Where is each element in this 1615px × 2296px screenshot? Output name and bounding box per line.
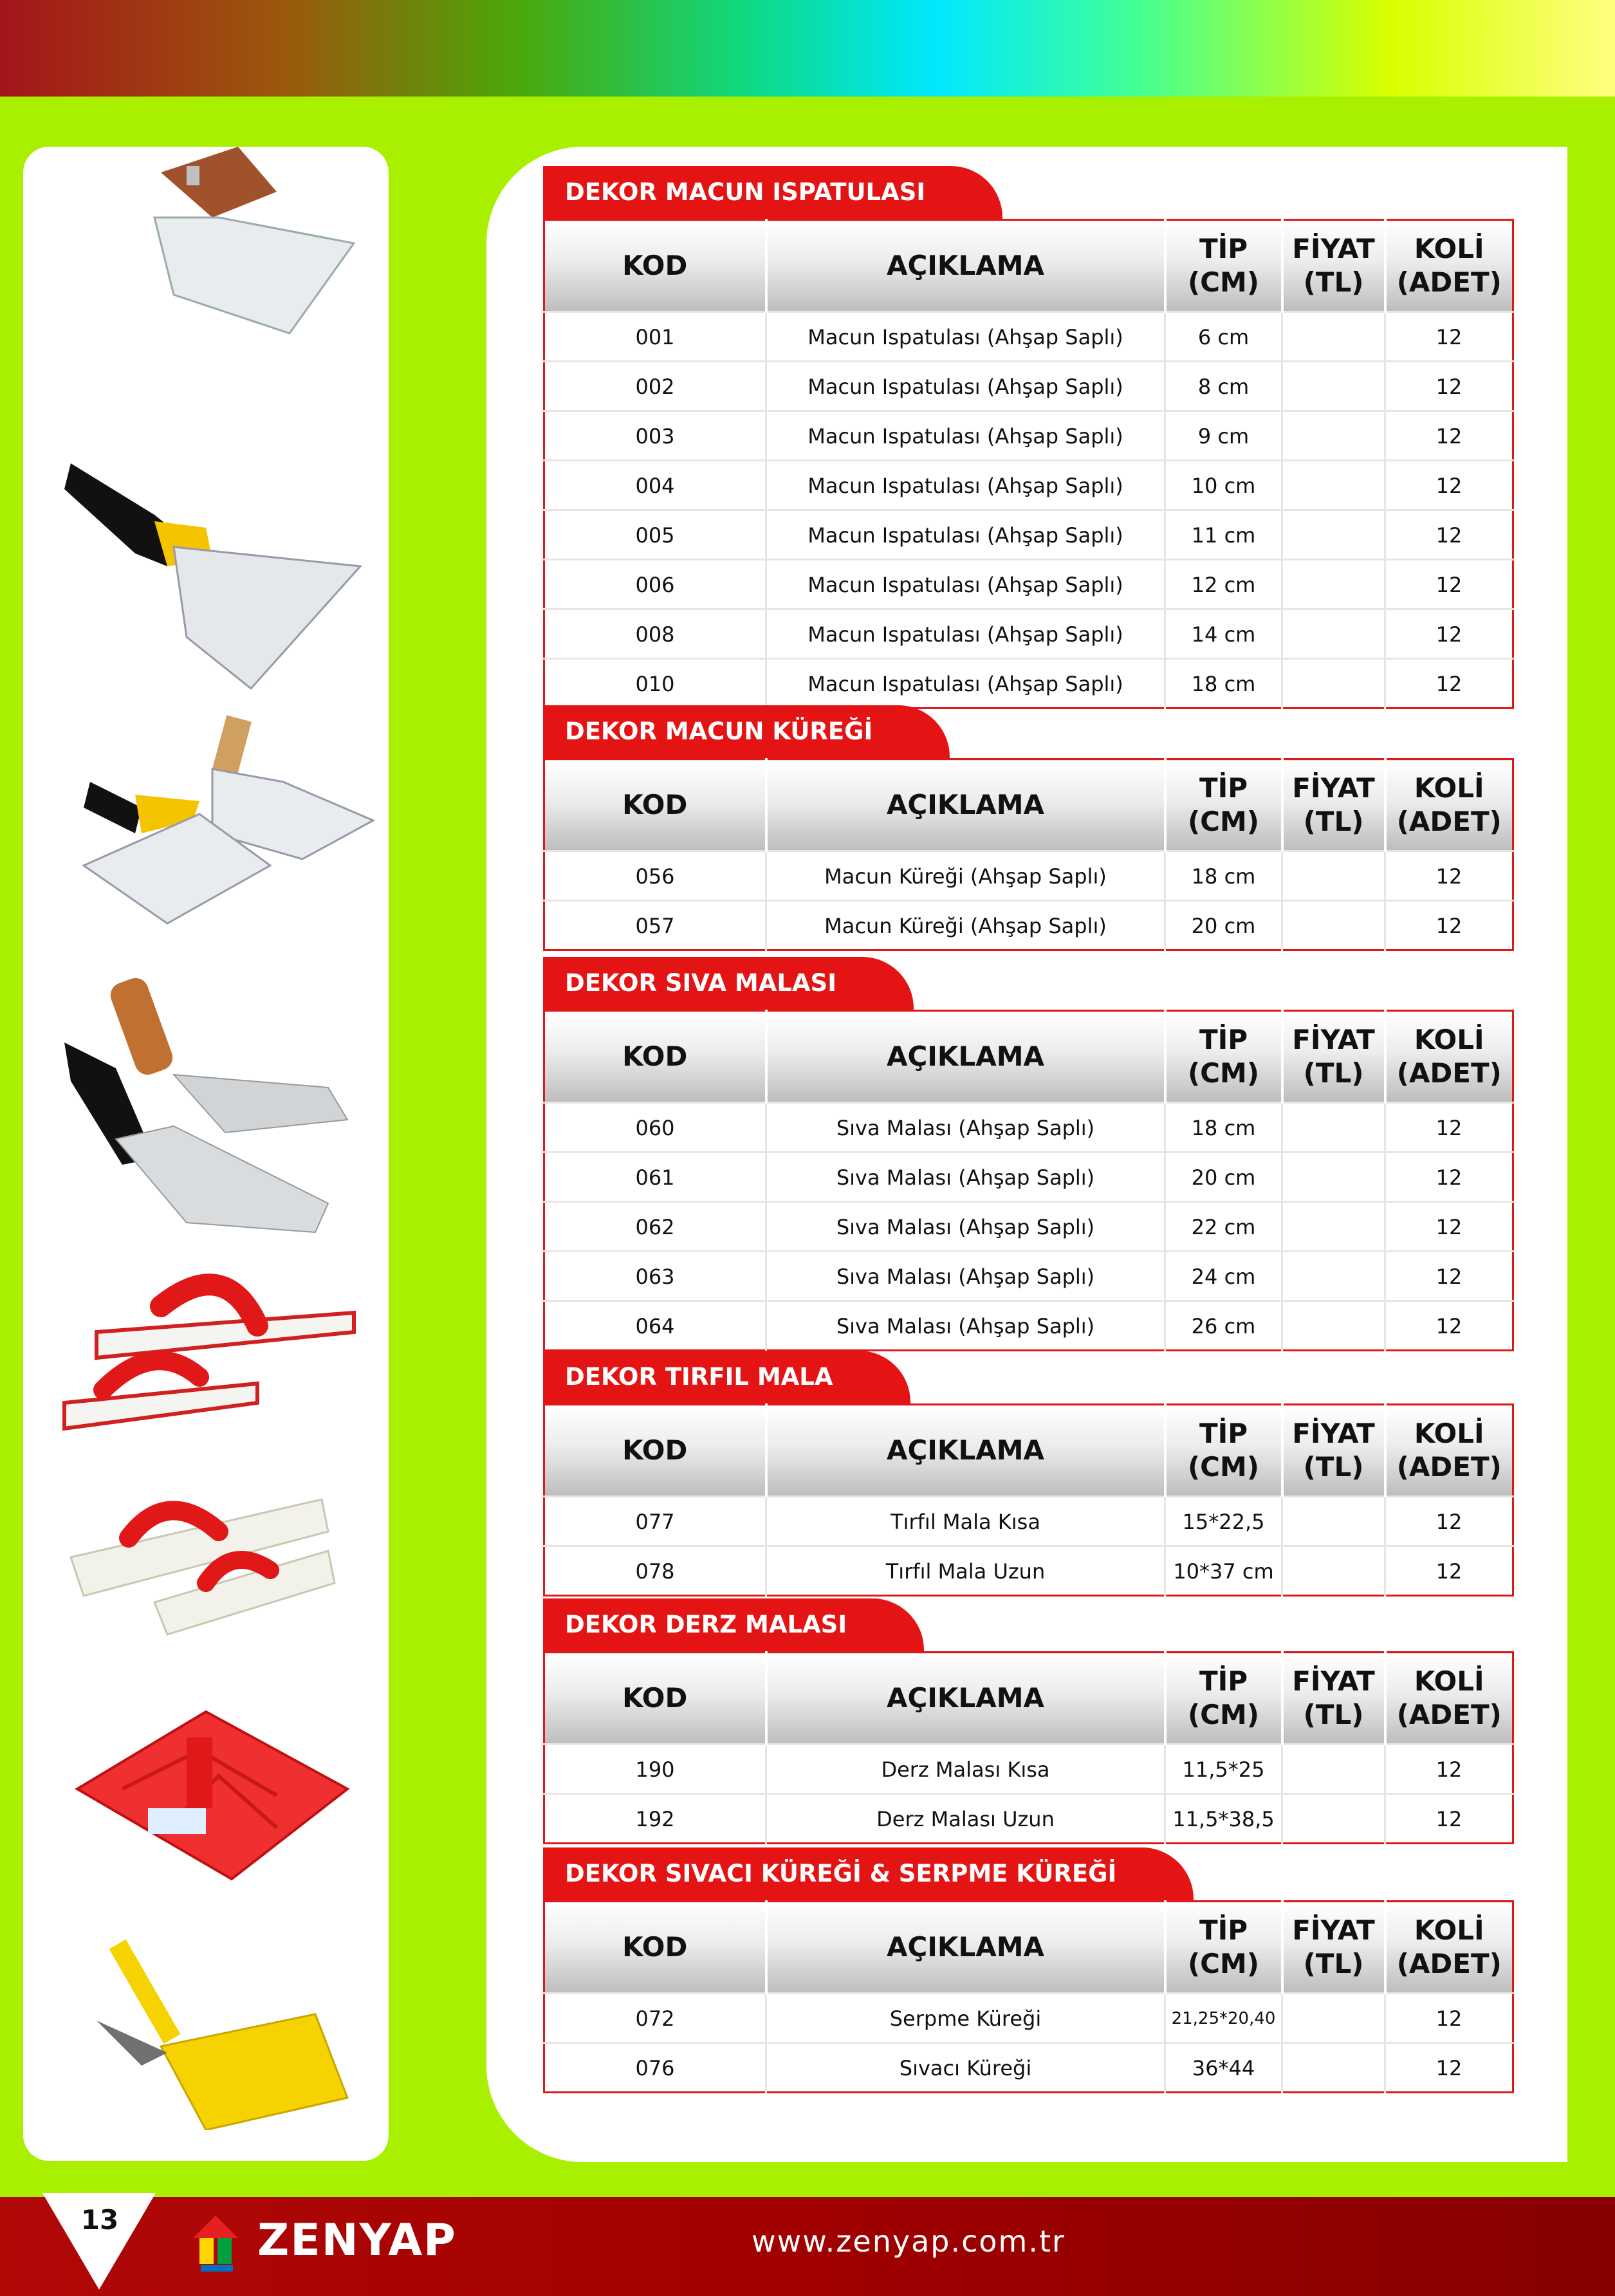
kod-header <box>544 1902 766 1994</box>
kod-cell: 192 <box>544 1794 766 1844</box>
tip-cell: 11,5*38,5 <box>1165 1794 1282 1844</box>
table-header-row <box>544 1653 1513 1745</box>
table-header-row <box>544 759 1513 851</box>
koli-cell: 12 <box>1385 1202 1513 1252</box>
tip-header <box>1165 1902 1282 1994</box>
fiyat-cell <box>1282 1252 1385 1301</box>
tip-cell: 18 cm <box>1165 659 1282 708</box>
koli-cell: 12 <box>1385 312 1513 362</box>
tip-cell: 11,5*25 <box>1165 1745 1282 1794</box>
kod-cell: 063 <box>544 1252 766 1301</box>
table-row <box>544 312 1513 362</box>
float-trowels-red-handle-image <box>58 1268 367 1441</box>
koli-cell: 12 <box>1385 411 1513 461</box>
koli-cell: 12 <box>1385 1546 1513 1596</box>
kod-cell: 064 <box>544 1301 766 1351</box>
tip-header <box>1165 1011 1282 1103</box>
section-title: DEKOR TIRFIL MALA <box>543 1351 910 1403</box>
aciklama-cell: Tırfıl Mala Uzun <box>766 1546 1165 1596</box>
koli-cell: 12 <box>1385 1745 1513 1794</box>
fiyat-header-text: (TL) <box>1303 266 1364 298</box>
koli-cell: 12 <box>1385 1103 1513 1153</box>
table-row <box>544 2043 1513 2093</box>
koli-header-text: (ADET) <box>1396 266 1502 298</box>
fiyat-header-text: (TL) <box>1303 1948 1364 1979</box>
aciklama-cell: Sıva Malası (Ahşap Saplı) <box>766 1252 1165 1301</box>
koli-cell: 12 <box>1385 1497 1513 1546</box>
tip-header-text: TİP <box>1199 233 1248 264</box>
fiyat-cell <box>1282 560 1385 609</box>
aciklama-cell: Sıvacı Küreği <box>766 2043 1165 2093</box>
fiyat-cell <box>1282 1153 1385 1202</box>
table-row <box>544 1103 1513 1153</box>
kod-cell: 010 <box>544 659 766 708</box>
fiyat-header <box>1282 220 1385 312</box>
koli-cell: 12 <box>1385 461 1513 510</box>
section-title: DEKOR DERZ MALASI <box>543 1598 924 1651</box>
koli-header-text: KOLİ <box>1414 1665 1484 1697</box>
table-row <box>544 1994 1513 2043</box>
tip-header-text: TİP <box>1199 1418 1248 1449</box>
koli-cell: 12 <box>1385 1252 1513 1301</box>
kod-cell: 001 <box>544 312 766 362</box>
table-row <box>544 362 1513 411</box>
tip-cell: 15*22,5 <box>1165 1497 1282 1546</box>
kod-cell: 077 <box>544 1497 766 1546</box>
tip-cell: 10 cm <box>1165 461 1282 510</box>
koli-header-text: KOLİ <box>1414 1914 1484 1946</box>
tip-header-text: TİP <box>1199 1665 1248 1697</box>
fiyat-header-text: FİYAT <box>1292 772 1375 804</box>
product-table <box>543 1900 1514 2093</box>
fiyat-cell <box>1282 362 1385 411</box>
tip-header-text: TİP <box>1199 1024 1248 1055</box>
koli-header <box>1385 1902 1513 1994</box>
aciklama-cell: Sıva Malası (Ahşap Saplı) <box>766 1153 1165 1202</box>
tip-header-text: (CM) <box>1187 1948 1259 1979</box>
kod-cell: 061 <box>544 1153 766 1202</box>
tip-cell: 8 cm <box>1165 362 1282 411</box>
fiyat-header-text: (TL) <box>1303 1451 1364 1483</box>
tip-header <box>1165 220 1282 312</box>
fiyat-cell <box>1282 1994 1385 2043</box>
table-row <box>544 1202 1513 1252</box>
table-row <box>544 609 1513 659</box>
aciklama-cell: Macun Küreği (Ahşap Saplı) <box>766 901 1165 950</box>
tip-cell: 26 cm <box>1165 1301 1282 1351</box>
section-title: DEKOR MACUN KÜREĞİ <box>543 705 950 758</box>
koli-cell: 12 <box>1385 1301 1513 1351</box>
website-url[interactable]: www.zenyap.com.tr <box>752 2224 1066 2259</box>
table-row <box>544 1497 1513 1546</box>
wooden-putty-knife-image <box>77 147 373 340</box>
tip-header-text: (CM) <box>1187 1451 1259 1483</box>
fiyat-cell <box>1282 901 1385 950</box>
kod-header <box>544 1653 766 1745</box>
tip-header <box>1165 1405 1282 1497</box>
aciklama-cell: Macun Ispatulası (Ahşap Saplı) <box>766 609 1165 659</box>
product-table <box>543 1010 1514 1351</box>
koli-cell: 12 <box>1385 362 1513 411</box>
koli-cell: 12 <box>1385 609 1513 659</box>
kod-cell: 057 <box>544 901 766 950</box>
tip-cell: 20 cm <box>1165 901 1282 950</box>
tip-header-text: (CM) <box>1187 1057 1259 1089</box>
fiyat-header <box>1282 1653 1385 1745</box>
koli-header-text: (ADET) <box>1396 806 1502 837</box>
plastering-trowels-image <box>58 978 367 1236</box>
aciklama-header <box>766 1405 1165 1497</box>
aciklama-cell: Macun Ispatulası (Ahşap Saplı) <box>766 659 1165 708</box>
tip-cell: 6 cm <box>1165 312 1282 362</box>
fiyat-cell <box>1282 1546 1385 1596</box>
fiyat-cell <box>1282 411 1385 461</box>
aciklama-cell: Sıva Malası (Ahşap Saplı) <box>766 1301 1165 1351</box>
brand-name: ZENYAP <box>257 2215 457 2266</box>
tip-header-text: (CM) <box>1187 1699 1259 1730</box>
aciklama-header-text: AÇIKLAMA <box>886 250 1045 281</box>
tip-cell: 11 cm <box>1165 510 1282 560</box>
table-row <box>544 1794 1513 1844</box>
tip-cell: 9 cm <box>1165 411 1282 461</box>
aciklama-cell: Macun Ispatulası (Ahşap Saplı) <box>766 312 1165 362</box>
koli-cell: 12 <box>1385 2043 1513 2093</box>
aciklama-cell: Macun Ispatulası (Ahşap Saplı) <box>766 411 1165 461</box>
aciklama-cell: Derz Malası Kısa <box>766 1745 1165 1794</box>
aciklama-header <box>766 1653 1165 1745</box>
fiyat-header-text: FİYAT <box>1292 1665 1375 1697</box>
tip-cell: 24 cm <box>1165 1252 1282 1301</box>
koli-header <box>1385 220 1513 312</box>
aciklama-header-text: AÇIKLAMA <box>886 789 1045 820</box>
table-row <box>544 851 1513 901</box>
aciklama-cell: Derz Malası Uzun <box>766 1794 1165 1844</box>
section-title: DEKOR MACUN ISPATULASI <box>543 166 1002 219</box>
table-row <box>544 1153 1513 1202</box>
kod-header <box>544 759 766 851</box>
kod-cell: 006 <box>544 560 766 609</box>
kod-cell: 004 <box>544 461 766 510</box>
aciklama-cell: Macun Ispatulası (Ahşap Saplı) <box>766 362 1165 411</box>
table-row <box>544 1745 1513 1794</box>
aciklama-header <box>766 220 1165 312</box>
fiyat-header-text: (TL) <box>1303 1699 1364 1730</box>
tip-cell: 20 cm <box>1165 1153 1282 1202</box>
kod-cell: 078 <box>544 1546 766 1596</box>
aciklama-header-text: AÇIKLAMA <box>886 1682 1045 1714</box>
table-row <box>544 461 1513 510</box>
koli-header <box>1385 1405 1513 1497</box>
koli-header-text: (ADET) <box>1396 1057 1502 1089</box>
koli-header-text: (ADET) <box>1396 1699 1502 1730</box>
fiyat-cell <box>1282 851 1385 901</box>
koli-header-text: KOLİ <box>1414 772 1484 804</box>
koli-header-text: KOLİ <box>1414 1024 1484 1055</box>
table-row <box>544 659 1513 708</box>
product-table <box>543 1403 1514 1597</box>
fiyat-cell <box>1282 510 1385 560</box>
koli-cell: 12 <box>1385 1794 1513 1844</box>
table-row <box>544 560 1513 609</box>
fiyat-cell <box>1282 1794 1385 1844</box>
fiyat-header-text: FİYAT <box>1292 1914 1375 1946</box>
kod-cell: 190 <box>544 1745 766 1794</box>
fiyat-header-text: FİYAT <box>1292 1418 1375 1449</box>
aciklama-cell: Macun Ispatulası (Ahşap Saplı) <box>766 560 1165 609</box>
kod-header-text: KOD <box>622 1434 688 1466</box>
aciklama-header <box>766 1011 1165 1103</box>
tip-cell: 36*44 <box>1165 2043 1282 2093</box>
kod-header-text: KOD <box>622 250 688 281</box>
koli-header-text: KOLİ <box>1414 233 1484 264</box>
fiyat-cell <box>1282 1301 1385 1351</box>
section-title: DEKOR SIVA MALASI <box>543 957 914 1010</box>
aciklama-header <box>766 759 1165 851</box>
koli-cell: 12 <box>1385 560 1513 609</box>
kod-cell: 005 <box>544 510 766 560</box>
product-table <box>543 758 1514 951</box>
kod-cell: 060 <box>544 1103 766 1153</box>
koli-header <box>1385 759 1513 851</box>
kod-header-text: KOD <box>622 1931 688 1963</box>
aciklama-cell: Macun Küreği (Ahşap Saplı) <box>766 851 1165 901</box>
koli-cell: 12 <box>1385 1153 1513 1202</box>
top-gradient-bar <box>0 0 1615 97</box>
table-row <box>544 1546 1513 1596</box>
fiyat-header <box>1282 1011 1385 1103</box>
kod-header <box>544 1011 766 1103</box>
kod-header-text: KOD <box>622 1041 688 1072</box>
koli-cell: 12 <box>1385 901 1513 950</box>
red-plastic-hawk-image <box>71 1699 354 1885</box>
fiyat-header <box>1282 1405 1385 1497</box>
putty-shovels-image <box>71 711 380 930</box>
fiyat-header-text: FİYAT <box>1292 233 1375 264</box>
table-header-row <box>544 1902 1513 1994</box>
kod-cell: 062 <box>544 1202 766 1252</box>
tip-cell: 10*37 cm <box>1165 1546 1282 1596</box>
table-row <box>544 411 1513 461</box>
aciklama-header-text: AÇIKLAMA <box>886 1041 1045 1072</box>
koli-header-text: (ADET) <box>1396 1948 1502 1979</box>
table-row <box>544 901 1513 950</box>
aciklama-header-text: AÇIKLAMA <box>886 1931 1045 1963</box>
fiyat-cell <box>1282 461 1385 510</box>
fiyat-header <box>1282 759 1385 851</box>
fiyat-header-text: FİYAT <box>1292 1024 1375 1055</box>
koli-cell: 12 <box>1385 659 1513 708</box>
tip-header-text: (CM) <box>1187 806 1259 837</box>
table-header-row <box>544 1405 1513 1497</box>
tip-header-text: TİP <box>1199 1914 1248 1946</box>
fiyat-cell <box>1282 2043 1385 2093</box>
aciklama-cell: Tırfıl Mala Kısa <box>766 1497 1165 1546</box>
kod-cell: 056 <box>544 851 766 901</box>
koli-cell: 12 <box>1385 1994 1513 2043</box>
tirfil-trowels-image <box>64 1474 367 1654</box>
tip-cell: 21,25*20,40 <box>1165 1994 1282 2043</box>
fiyat-header-text: (TL) <box>1303 806 1364 837</box>
aciklama-header <box>766 1902 1165 1994</box>
table-header-row <box>544 1011 1513 1103</box>
fiyat-cell <box>1282 1497 1385 1546</box>
product-table <box>543 1651 1514 1844</box>
table-header-row <box>544 220 1513 312</box>
koli-header <box>1385 1653 1513 1745</box>
aciklama-cell: Serpme Küreği <box>766 1994 1165 2043</box>
fiyat-cell <box>1282 312 1385 362</box>
kod-header <box>544 220 766 312</box>
tip-cell: 18 cm <box>1165 851 1282 901</box>
tip-cell: 22 cm <box>1165 1202 1282 1252</box>
kod-cell: 002 <box>544 362 766 411</box>
aciklama-cell: Sıva Malası (Ahşap Saplı) <box>766 1202 1165 1252</box>
kod-cell: 003 <box>544 411 766 461</box>
fiyat-cell <box>1282 1103 1385 1153</box>
koli-header-text: KOLİ <box>1414 1418 1484 1449</box>
section-title: DEKOR SIVACI KÜREĞİ & SERPME KÜREĞİ <box>543 1847 1194 1900</box>
tip-cell: 18 cm <box>1165 1103 1282 1153</box>
kod-cell: 008 <box>544 609 766 659</box>
koli-header-text: (ADET) <box>1396 1451 1502 1483</box>
kod-header-text: KOD <box>622 789 688 820</box>
page-number: 13 <box>80 2204 119 2236</box>
table-row <box>544 1301 1513 1351</box>
koli-cell: 12 <box>1385 510 1513 560</box>
product-table <box>543 219 1514 709</box>
fiyat-cell <box>1282 1202 1385 1252</box>
aciklama-header-text: AÇIKLAMA <box>886 1434 1045 1466</box>
table-row <box>544 1252 1513 1301</box>
kod-header-text: KOD <box>622 1682 688 1714</box>
tip-header-text: (CM) <box>1187 266 1259 298</box>
koli-cell: 12 <box>1385 851 1513 901</box>
kod-header <box>544 1405 766 1497</box>
fiyat-cell <box>1282 659 1385 708</box>
kod-cell: 072 <box>544 1994 766 2043</box>
tip-header <box>1165 1653 1282 1745</box>
fiyat-header <box>1282 1902 1385 1994</box>
koli-header <box>1385 1011 1513 1103</box>
fiyat-header-text: (TL) <box>1303 1057 1364 1089</box>
fiyat-cell <box>1282 1745 1385 1794</box>
aciklama-cell: Macun Ispatulası (Ahşap Saplı) <box>766 510 1165 560</box>
tip-header-text: TİP <box>1199 772 1248 804</box>
aciklama-cell: Sıva Malası (Ahşap Saplı) <box>766 1103 1165 1153</box>
tip-header <box>1165 759 1282 851</box>
tip-cell: 12 cm <box>1165 560 1282 609</box>
tip-cell: 14 cm <box>1165 609 1282 659</box>
fiyat-cell <box>1282 609 1385 659</box>
dekor-handle-putty-knife-image <box>58 444 367 701</box>
aciklama-cell: Macun Ispatulası (Ahşap Saplı) <box>766 461 1165 510</box>
yellow-shovel-image <box>77 1937 360 2130</box>
kod-cell: 076 <box>544 2043 766 2093</box>
table-row <box>544 510 1513 560</box>
